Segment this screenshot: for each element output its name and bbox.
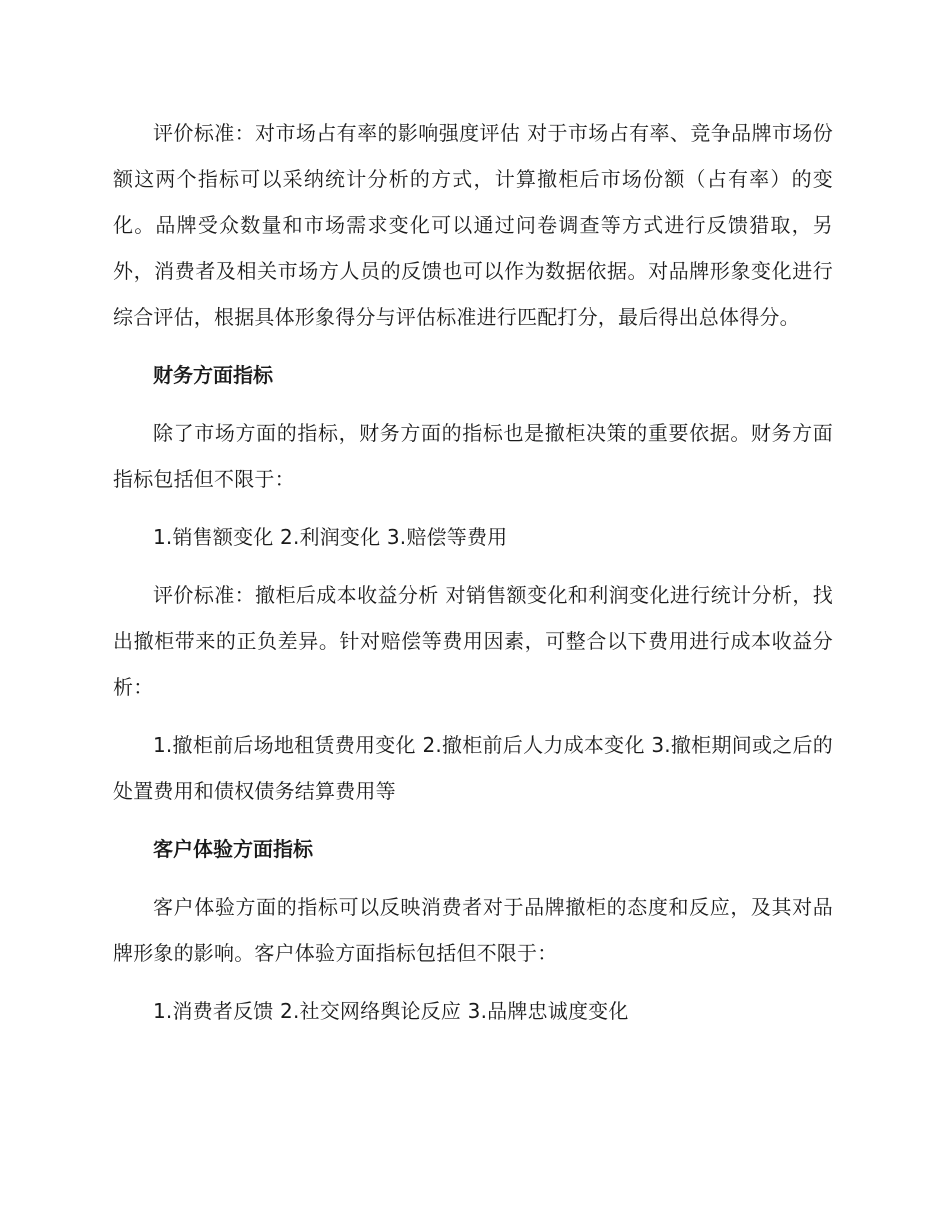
paragraph-financial-evaluation: 评价标准：撤柜后成本收益分析 对销售额变化和利润变化进行统计分析，找出撤柜带来的正负差异。针对赔偿等费用因素，可整合以下费用进行成本收益分析： [113, 583, 833, 699]
paragraph-financial-list: 1.销售额变化 2.利润变化 3.赔偿等费用 [153, 525, 508, 549]
paragraph-cost-list: 1.撤柜前后场地租赁费用变化 2.撤柜前后人力成本变化 3.撤柜期间或之后的处置费用和债权债务结算费用等 [113, 733, 833, 803]
heading-customer-experience: 客户体验方面指标 [153, 837, 313, 861]
document-body [113, 110, 833, 1034]
paragraph-customer-list: 1.消费者反馈 2.社交网络舆论反应 3.品牌忠诚度变化 [153, 999, 629, 1023]
paragraph-market-evaluation: 评价标准：对市场占有率的影响强度评估 对于市场占有率、竞争品牌市场份额这两个指标可以采纳统计分析的方式，计算撤柜后市场份额（占有率）的变化。品牌受众数量和市场需求变化可以通过问卷调查等方式进行反馈猎取，另外，消费者及相关市场方人员的反馈也可以作为数据依据。对品牌形象变化进行综合评估，根据具体形象得分与评估标准进行匹配打分，最后得出总体得分。 [113, 121, 833, 329]
paragraph-customer-intro: 客户体验方面的指标可以反映消费者对于品牌撤柜的态度和反应，及其对品牌形象的影响。客户体验方面指标包括但不限于： [113, 895, 833, 965]
heading-financial-indicators: 财务方面指标 [153, 363, 273, 387]
paragraph-financial-intro: 除了市场方面的指标，财务方面的指标也是撤柜决策的重要依据。财务方面指标包括但不限于： [113, 421, 833, 491]
